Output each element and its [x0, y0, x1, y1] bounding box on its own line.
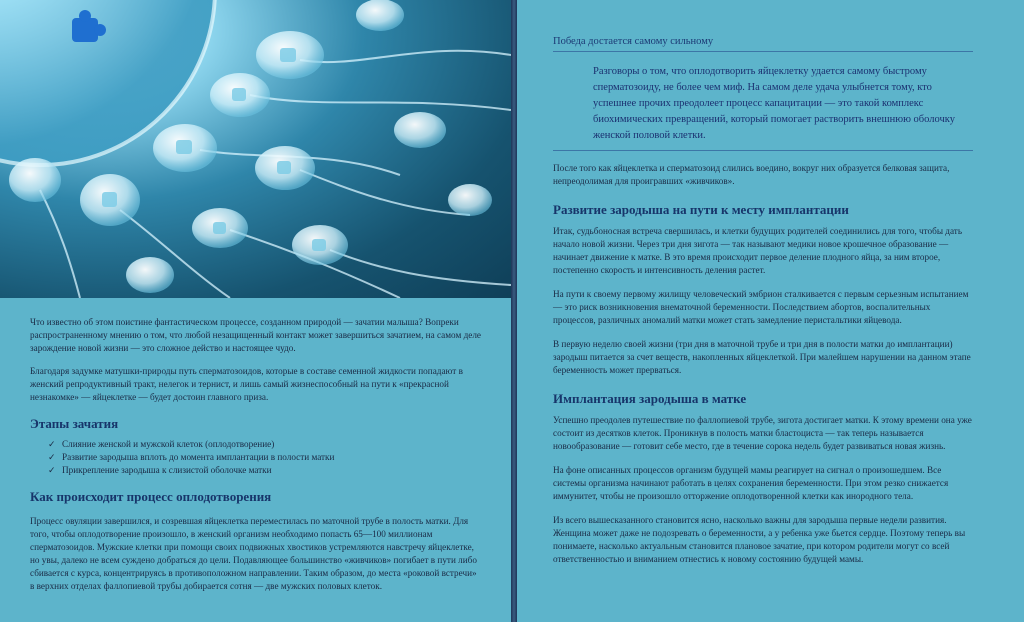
sperm-puzzle-illustration [0, 0, 511, 298]
body-paragraph: После того как яйцеклетка и сперматозоид слились воедино, вокруг них образуется белковая защита, непреодолимая для проигравших «живчиков». [553, 163, 950, 186]
hero-image [0, 0, 511, 298]
list-item-text: Слияние женской и мужской клеток (оплодотворение) [62, 439, 275, 449]
checkmark-icon: ✓ [48, 465, 56, 475]
stages-list [48, 438, 482, 477]
list-item [48, 464, 482, 477]
left-text-column [30, 316, 482, 593]
pull-quote-title: Победа достается самому сильному [553, 36, 973, 52]
process-paragraph: Процесс овуляции завершился, и созревшая яйцеклетка переместилась по маточной трубе в полость матки. Для того, чтобы оплодотворение произошло, в женский организм необходимо попасть 65—100 миллионам сперматозоидов. Мужские клетки при помощи своих подвижных хвостиков устремляются навстречу яйцеклетке, но увы, далеко не всем суждено добраться до цели. Подавляющее большинство «живчиков» погибает в пути либо сбивается с курса, концентрируясь в противоположном направлении. Таким образом, до места «роковой встречи» в верхних отделах фаллопиевой трубы добирается сотня — две мужских половых клеток. [30, 516, 477, 591]
list-item [48, 438, 482, 451]
right-text-column [553, 36, 973, 566]
body-paragraph: На пути к своему первому жилищу человеческий эмбрион сталкивается с первым серьезным испытанием — это риск возникновения внематочной беременности. Последствием абортов, воспалительных процессов, различных аномалий матки может стать замедление перистальтики яйцевода. [553, 289, 969, 325]
list-item-text: Развитие зародыша вплоть до момента имплантации в полости матки [62, 452, 335, 462]
body-paragraph: Благодаря задумке матушки-природы путь сперматозоидов, которые в составе семенной жидкости попадают в женский репродуктивный тракт, нелегок и тернист, и лишь самый жизнеспособный на пути к «прекрасной незнакомке» — яйцеклетке — будет достоин главного приза. [30, 366, 463, 402]
intro-paragraph: Что известно об этом поистине фантастическом процессе, созданном природой — зачатии малыша? Вопреки распространенному мнению о том, что любой незащищенный контакт может завершиться зачатием, на самом деле зарождение новой жизни — это сложное действо и настоящее чудо. [30, 317, 481, 353]
development-heading: Развитие зародыша на пути к месту имплантации [553, 202, 849, 217]
stages-heading: Этапы зачатия [30, 416, 119, 431]
body-paragraph: В первую неделю своей жизни (три дня в маточной трубе и три дня в полости матки до имплантации) зародыш питается за счет веществ, накопленных яйцеклеткой. При малейшем нарушении на данном этапе беременность может прерваться. [553, 339, 971, 375]
pull-quote: Разговоры о том, что оплодотворить яйцеклетку удается самому быстрому сперматозоиду, не более чем миф. На самом деле удача улыбнется тому, кто успешнее прочих преодолеет процесс капацитации — это такой комплекс биохимических превращений, который помогает растворить внешнюю оболочку женской половой клетки. [553, 64, 973, 151]
body-paragraph: На фоне описанных процессов организм будущей мамы реагирует на сигнал о произошедшем. Все системы организма начинают работать в целях сохранения беременности. При этом резко снижается иммунитет, чтобы не произошло отторжение оплодотворенной клетки как инородного тела. [553, 465, 949, 501]
implantation-heading: Имплантация зародыша в матке [553, 391, 747, 406]
body-paragraph: Из всего вышесказанного становится ясно, насколько важны для зародыша первые недели развития. Женщина может даже не подозревать о беременности, а у ребенка уже бьется сердце. Поэтому теперь вы понимаете, насколько актуальным становится плановое зачатие, при котором родители могут со всей ответственностью и вниманием отнестись к новому состоянию будущей мамы. [553, 515, 966, 564]
body-paragraph: Успешно преодолев путешествие по фаллопиевой трубе, зигота достигает матки. К этому времени она уже состоит из десятков клеток. Проникнув в полость матки бластоциста — так теперь называется новообразование — готовит себе место, где в течение сорока недель будет развиваться новая жизнь. [553, 415, 972, 451]
body-paragraph: Итак, судьбоносная встреча свершилась, и клетки будущих родителей соединились для того, чтобы дать начало новой жизни. Через три дня зигота — так называют медики новое крошечное образование — начинает движение к матке. В это время происходит первое деление плодного яйца, за ним второе, постепенно скорость и интенсивность деления растет. [553, 226, 963, 275]
list-item-text: Прикрепление зародыша к слизистой оболочке матки [62, 465, 272, 475]
checkmark-icon: ✓ [48, 439, 56, 449]
checkmark-icon: ✓ [48, 452, 56, 462]
process-heading: Как происходит процесс оплодотворения [30, 489, 272, 504]
right-page [517, 0, 1024, 622]
list-item [48, 451, 482, 464]
left-page [0, 0, 511, 622]
